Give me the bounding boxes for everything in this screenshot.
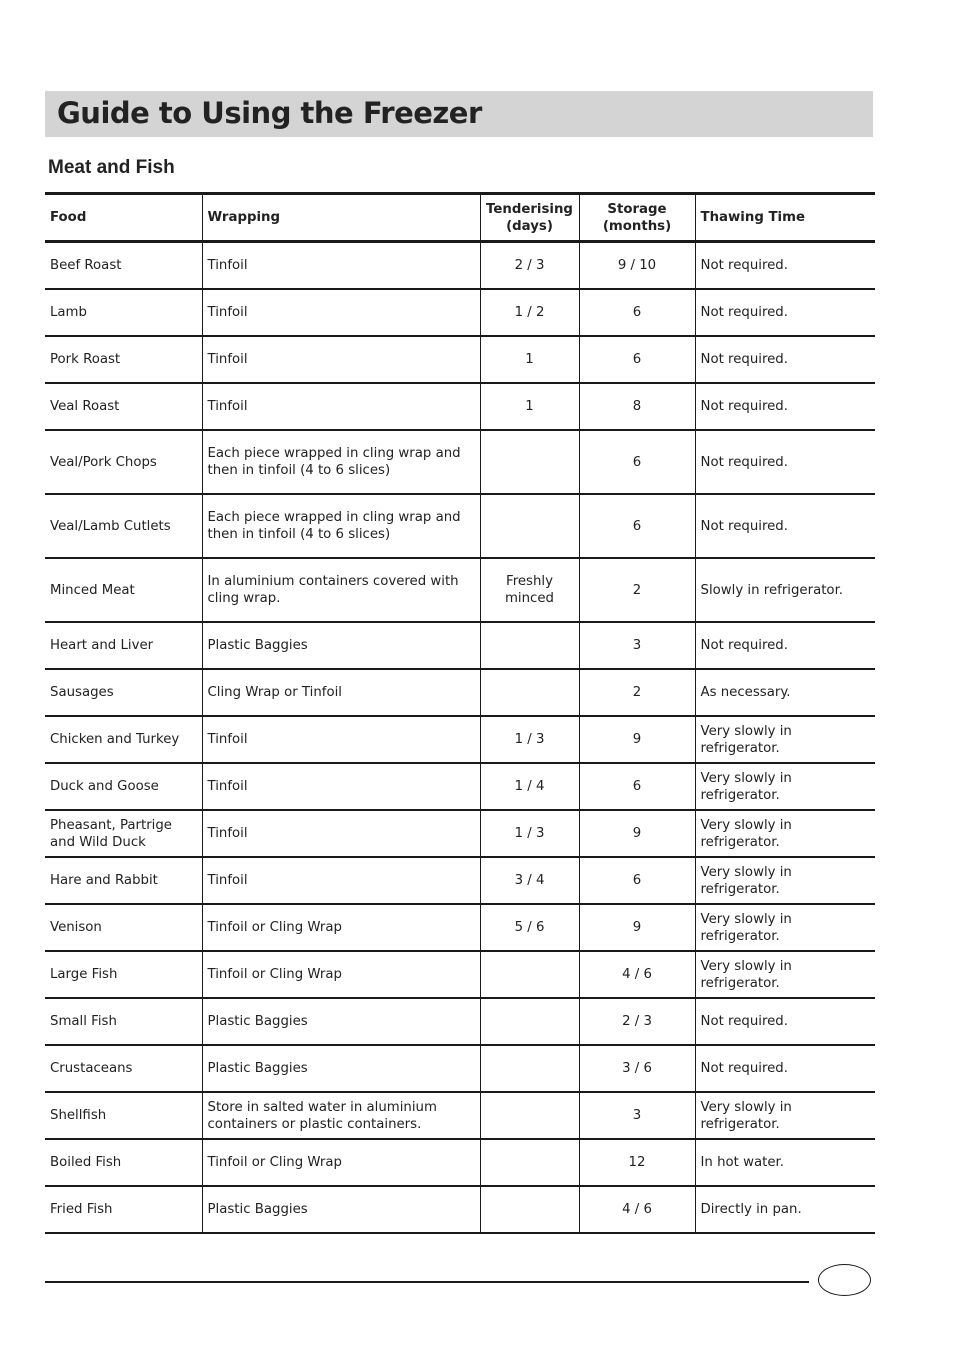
cell-tenderising [480,669,579,716]
cell-food: Pheasant, Partrige and Wild Duck [45,810,202,857]
section-title: Meat and Fish [48,157,175,178]
cell-tenderising: 2 / 3 [480,242,579,290]
table-row [45,430,875,494]
cell-thawing: Not required. [695,998,875,1045]
cell-thawing: Very slowly in refrigerator. [695,1092,875,1139]
cell-thawing: Very slowly in refrigerator. [695,904,875,951]
table-row [45,383,875,430]
cell-food: Lamb [45,289,202,336]
cell-tenderising [480,494,579,558]
cell-wrapping: Tinfoil [202,383,480,430]
cell-thawing: Not required. [695,336,875,383]
header-tenderising [480,194,579,242]
cell-wrapping: Plastic Baggies [202,998,480,1045]
cell-wrapping: Tinfoil [202,289,480,336]
cell-storage: 2 [579,558,695,622]
cell-food: Veal/Pork Chops [45,430,202,494]
cell-food: Beef Roast [45,242,202,290]
cell-tenderising: 1 / 2 [480,289,579,336]
cell-tenderising [480,1092,579,1139]
cell-wrapping: Plastic Baggies [202,622,480,669]
cell-thawing: Very slowly in refrigerator. [695,763,875,810]
header-storage-line1: Storage [607,201,667,217]
cell-food: Venison [45,904,202,951]
cell-storage: 9 [579,716,695,763]
table-header-row [45,194,875,242]
cell-wrapping: Tinfoil [202,336,480,383]
cell-storage: 6 [579,857,695,904]
table-body [45,242,875,1234]
table-row [45,336,875,383]
cell-storage: 6 [579,289,695,336]
table-row [45,1045,875,1092]
cell-food: Veal/Lamb Cutlets [45,494,202,558]
page-title: Guide to Using the Freezer [57,96,482,130]
cell-tenderising [480,1045,579,1092]
cell-thawing: In hot water. [695,1139,875,1186]
table-row [45,1092,875,1139]
cell-storage: 2 / 3 [579,998,695,1045]
title-bar [45,91,873,137]
cell-wrapping: Tinfoil [202,857,480,904]
cell-thawing: Not required. [695,289,875,336]
cell-food: Crustaceans [45,1045,202,1092]
cell-wrapping: Tinfoil [202,763,480,810]
header-storage [579,194,695,242]
cell-food: Sausages [45,669,202,716]
cell-wrapping: Tinfoil [202,242,480,290]
cell-storage: 6 [579,430,695,494]
cell-tenderising [480,622,579,669]
cell-thawing: Directly in pan. [695,1186,875,1233]
cell-wrapping: In aluminium containers covered with cling wrap. [202,558,480,622]
cell-wrapping: Tinfoil [202,716,480,763]
table-row [45,857,875,904]
cell-tenderising: 1 [480,383,579,430]
table-row [45,289,875,336]
cell-tenderising [480,430,579,494]
table-row [45,810,875,857]
cell-storage: 8 [579,383,695,430]
page-number-oval [818,1264,871,1296]
table-row [45,558,875,622]
cell-thawing: Very slowly in refrigerator. [695,857,875,904]
cell-thawing: Very slowly in refrigerator. [695,951,875,998]
cell-thawing: Not required. [695,430,875,494]
cell-tenderising: 5 / 6 [480,904,579,951]
cell-storage: 6 [579,336,695,383]
cell-storage: 3 / 6 [579,1045,695,1092]
cell-tenderising: 1 [480,336,579,383]
cell-tenderising: 1 / 4 [480,763,579,810]
cell-thawing: Not required. [695,242,875,290]
cell-tenderising [480,998,579,1045]
cell-tenderising: Freshly minced [480,558,579,622]
header-wrapping: Wrapping [202,194,480,242]
table-row [45,1139,875,1186]
cell-tenderising [480,951,579,998]
cell-food: Heart and Liver [45,622,202,669]
table-row [45,242,875,290]
header-tenderising-line2: (days) [506,218,553,234]
cell-wrapping: Tinfoil [202,810,480,857]
cell-tenderising: 3 / 4 [480,857,579,904]
cell-food: Hare and Rabbit [45,857,202,904]
cell-tenderising [480,1139,579,1186]
cell-wrapping: Store in salted water in aluminium containers or plastic containers. [202,1092,480,1139]
cell-wrapping: Each piece wrapped in cling wrap and then in tinfoil (4 to 6 slices) [202,430,480,494]
header-storage-line2: (months) [602,218,672,234]
cell-wrapping: Tinfoil or Cling Wrap [202,1139,480,1186]
header-food: Food [45,194,202,242]
cell-wrapping: Plastic Baggies [202,1186,480,1233]
cell-thawing: As necessary. [695,669,875,716]
table-row [45,716,875,763]
header-tenderising-line1: Tenderising [486,201,573,217]
table-row [45,1186,875,1233]
cell-food: Veal Roast [45,383,202,430]
cell-storage: 6 [579,763,695,810]
cell-tenderising: 1 / 3 [480,810,579,857]
cell-food: Pork Roast [45,336,202,383]
cell-storage: 12 [579,1139,695,1186]
table-row [45,998,875,1045]
cell-storage: 9 [579,810,695,857]
cell-thawing: Very slowly in refrigerator. [695,810,875,857]
cell-thawing: Not required. [695,383,875,430]
cell-thawing: Not required. [695,622,875,669]
cell-food: Fried Fish [45,1186,202,1233]
cell-storage: 4 / 6 [579,951,695,998]
table-row [45,763,875,810]
cell-storage: 6 [579,494,695,558]
cell-food: Shellfish [45,1092,202,1139]
cell-storage: 3 [579,1092,695,1139]
header-thawing: Thawing Time [695,194,875,242]
cell-storage: 9 [579,904,695,951]
cell-wrapping: Each piece wrapped in cling wrap and then in tinfoil (4 to 6 slices) [202,494,480,558]
cell-storage: 2 [579,669,695,716]
cell-thawing: Not required. [695,494,875,558]
cell-tenderising [480,1186,579,1233]
footer-rule [45,1281,809,1283]
cell-thawing: Slowly in refrigerator. [695,558,875,622]
cell-food: Chicken and Turkey [45,716,202,763]
cell-food: Large Fish [45,951,202,998]
cell-thawing: Not required. [695,1045,875,1092]
cell-food: Duck and Goose [45,763,202,810]
table-row [45,494,875,558]
cell-tenderising: 1 / 3 [480,716,579,763]
cell-thawing: Very slowly in refrigerator. [695,716,875,763]
cell-storage: 9 / 10 [579,242,695,290]
cell-wrapping: Tinfoil or Cling Wrap [202,951,480,998]
cell-storage: 4 / 6 [579,1186,695,1233]
table-row [45,951,875,998]
cell-wrapping: Tinfoil or Cling Wrap [202,904,480,951]
cell-wrapping: Cling Wrap or Tinfoil [202,669,480,716]
freezer-guide-table [45,192,875,1234]
cell-food: Minced Meat [45,558,202,622]
cell-wrapping: Plastic Baggies [202,1045,480,1092]
table-row [45,904,875,951]
cell-food: Boiled Fish [45,1139,202,1186]
table-row [45,622,875,669]
cell-storage: 3 [579,622,695,669]
cell-food: Small Fish [45,998,202,1045]
table-row [45,669,875,716]
